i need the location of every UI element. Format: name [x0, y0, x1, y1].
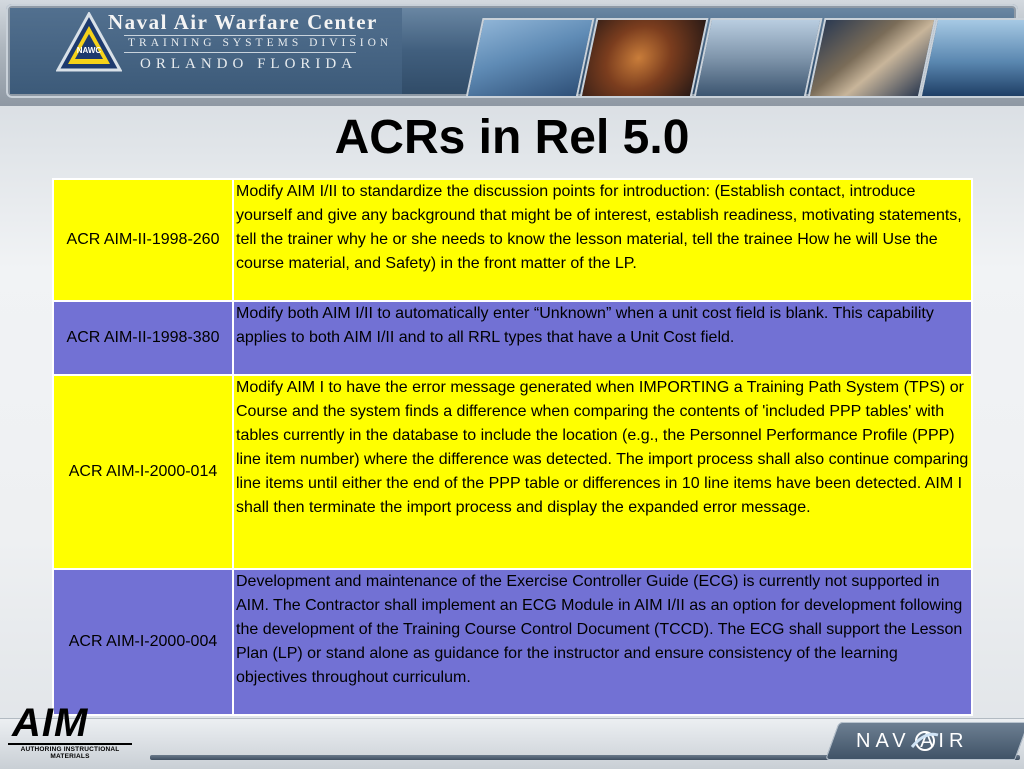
navair-swoosh-icon: [910, 729, 940, 753]
slide-title: ACRs in Rel 5.0: [334, 111, 690, 164]
table-row: [53, 179, 972, 301]
acr-description: Modify AIM I to have the error message generated when IMPORTING a Training Path System (TPS) or Course and the system finds a difference when comparing the contents of 'included PPP tables' with tables currently in the database to include the location (e.g., the Personnel Performance Profile (PPP) line item number) where the difference was detected. The import process shall also continue comparing line items until either the end of the PPP table or differences in 10 line items have been detected. AIM I shall then terminate the import process and display the expanded error message.: [233, 375, 972, 569]
org-rule-bottom: [124, 52, 356, 53]
table-row: [53, 569, 972, 715]
acr-description: Development and maintenance of the Exercise Controller Guide (ECG) is currently not supported in AIM. The Contractor shall implement an ECG Module in AIM I/II as an option for development following the development of the Training Course Control Document (TCCD). The ECG shall support the Lesson Plan (LP) or stand alone as guidance for the instructor and ensure consistency of the learning objectives throughout curriculum.: [233, 569, 972, 715]
org-location: ORLANDO FLORIDA: [140, 56, 358, 72]
acr-id: ACR AIM-I-2000-004: [53, 569, 233, 715]
fighter-jet-photo: [465, 18, 594, 98]
logo-text: NAWC: [76, 46, 102, 55]
submarine-photo: [919, 18, 1024, 98]
sailors-photo: [807, 18, 936, 98]
table-row: [53, 375, 972, 569]
acr-table: [52, 178, 973, 716]
aim-logo-subtitle: AUTHORING INSTRUCTIONAL MATERIALS: [8, 743, 132, 760]
org-name: Naval Air Warfare Center: [108, 10, 378, 34]
aim-logo-icon: AIM: [12, 701, 89, 745]
pilot-photo: [579, 18, 708, 98]
acr-id: ACR AIM-II-1998-260: [53, 179, 233, 301]
acr-description: Modify both AIM I/II to automatically enter “Unknown” when a unit cost field is blank. This capability applies to both AIM I/II and to all RRL types that have a Unit Cost field.: [233, 301, 972, 375]
table-row: [53, 301, 972, 375]
org-rule-top: [124, 35, 356, 36]
acr-description: Modify AIM I/II to standardize the discussion points for introduction: (Establish contact, introduce yourself and give any background that might be of interest, establish readiness, motivating statements, tell the trainer why he or she needs to know the lesson material, tell the trainee How he will Use the course material, and Safety) in the front matter of the LP.: [233, 179, 972, 301]
acr-id: ACR AIM-I-2000-014: [53, 375, 233, 569]
header-banner: [0, 0, 1024, 106]
warship-photo: [693, 18, 822, 98]
org-division: TRAINING SYSTEMS DIVISION: [128, 37, 393, 49]
navair-logo-text: NAV AIR: [856, 730, 969, 752]
acr-id: ACR AIM-II-1998-380: [53, 301, 233, 375]
